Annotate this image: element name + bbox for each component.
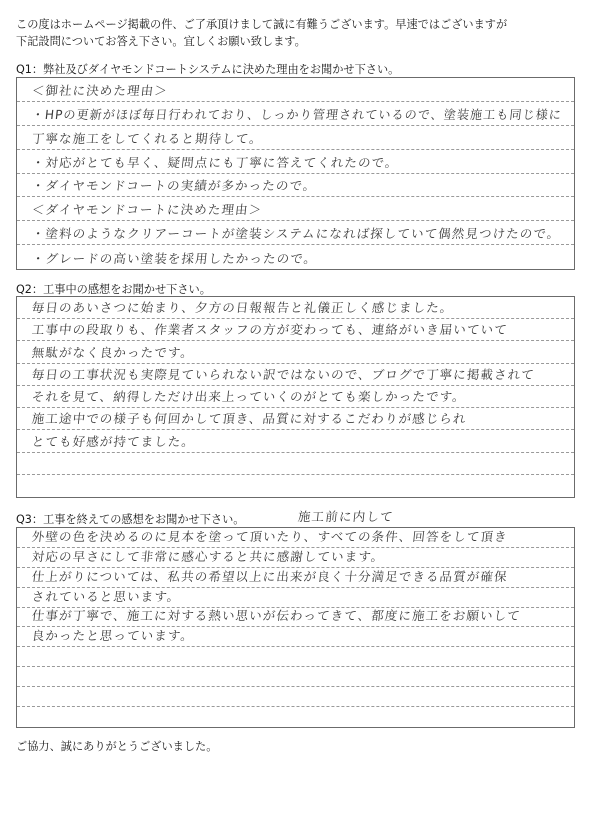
answer-line (17, 707, 574, 727)
answer-line (17, 475, 574, 497)
question-1-lines (17, 78, 574, 269)
question-3-handwritten-note: 施工前に内して (297, 509, 395, 524)
answer-line (17, 245, 574, 269)
question-2-lines (17, 297, 574, 497)
handwritten-answer: とても好感が持てました。 (31, 433, 196, 449)
handwritten-answer: ・HPの更新がほぼ毎日行われており、しっかり管理されているので、塗装施工も同じ様に (31, 106, 563, 122)
answer-line (17, 430, 574, 452)
handwritten-answer: 無駄がなく良かったです。 (31, 344, 195, 360)
intro-text (16, 16, 507, 50)
handwritten-answer: 毎日の工事状況も実際見ていられない訳ではないので、ブログで丁寧に掲載されて (31, 366, 536, 382)
handwritten-answer: 外壁の色を決めるのに見本を塗って頂いたり、すべての条件、回答をして頂き (31, 528, 509, 544)
handwritten-answer: 施工途中での様子も何回かして頂き、品質に対するこだわりが感じられ (31, 411, 468, 427)
question-3-title: Q3：工事を終えての感想をお聞かせ下さい。 (16, 513, 245, 526)
answer-line (17, 197, 574, 221)
answer-line (17, 78, 574, 102)
handwritten-answer: 毎日のあいさつに始まり、夕方の日報報告と礼儀正しく感じました。 (31, 300, 455, 316)
answer-line (17, 150, 574, 174)
answer-line (17, 647, 574, 667)
answer-line (17, 319, 574, 341)
answer-line (17, 608, 574, 628)
answer-line (17, 126, 574, 150)
question-1-title: Q1：弊社及びダイヤモンドコートシステムに決めた理由をお聞かせ下さい。 (16, 63, 400, 76)
answer-line (17, 102, 574, 126)
handwritten-answer: ・グレードの高い塗装を採用したかったので。 (31, 251, 319, 266)
question-1-answer-box (16, 77, 575, 270)
handwritten-answer: ・塗料のようなクリアーコートが塗装システムになれば探していて偶然見つけたので。 (31, 226, 562, 242)
answer-line (17, 667, 574, 687)
answer-line (17, 548, 574, 568)
answer-line (17, 174, 574, 198)
question-3-lines (17, 528, 574, 727)
handwritten-answer: ・ダイヤモンドコートの実績が多かったので。 (31, 178, 318, 194)
handwritten-answer: 工事中の段取りも、作業者スタッフの方が変わっても、連絡がいき届いていて (31, 322, 509, 338)
handwritten-answer: ＜ダイヤモンドコートに決めた理由＞ (31, 202, 264, 218)
answer-line (17, 453, 574, 475)
intro-line-1: この度はホームページ掲載の件、ご了承頂けまして誠に有難うございます。早速ではございますが (16, 18, 508, 31)
answer-line (17, 408, 574, 430)
handwritten-answer: 仕事が丁寧で、施工に対する熱い思いが伝わってきて、都度に施工をお願いして (31, 608, 522, 624)
handwritten-answer: 丁寧な施工をしてくれると期待して。 (31, 130, 264, 146)
question-3-answer-box (16, 527, 575, 728)
closing-text: ご協力、誠にありがとうございました。 (16, 740, 218, 753)
handwritten-answer: ＜御社に決めた理由＞ (31, 82, 169, 98)
answer-line (17, 341, 574, 363)
answer-line (17, 297, 574, 319)
handwritten-answer: 良かったと思っています。 (31, 628, 195, 644)
answer-line (17, 588, 574, 608)
handwritten-answer: それを見て、納得しただけ出来上っていくのがとても楽しかったです。 (31, 389, 467, 405)
handwritten-answer: 仕上がりについては、私共の希望以上に出来が良く十分満足できる品質が確保 (31, 568, 509, 584)
question-2-answer-box (16, 296, 575, 498)
answer-line (17, 364, 574, 386)
answer-line (17, 687, 574, 707)
handwritten-answer: 対応の早さにして非常に感心すると共に感謝しています。 (31, 548, 386, 564)
handwritten-answer: ・対応がとても早く、疑問点にも丁寧に答えてくれたので。 (31, 154, 400, 170)
question-2-title: Q2：工事中の感想をお聞かせ下さい。 (16, 283, 211, 296)
answer-line (17, 528, 574, 548)
answer-line (17, 627, 574, 647)
answer-line (17, 386, 574, 408)
answer-line (17, 221, 574, 245)
answer-line (17, 568, 574, 588)
intro-line-2: 下記設問についてお答え下さい。宜しくお願い致します。 (16, 35, 306, 48)
handwritten-answer: されていると思います。 (31, 588, 182, 604)
